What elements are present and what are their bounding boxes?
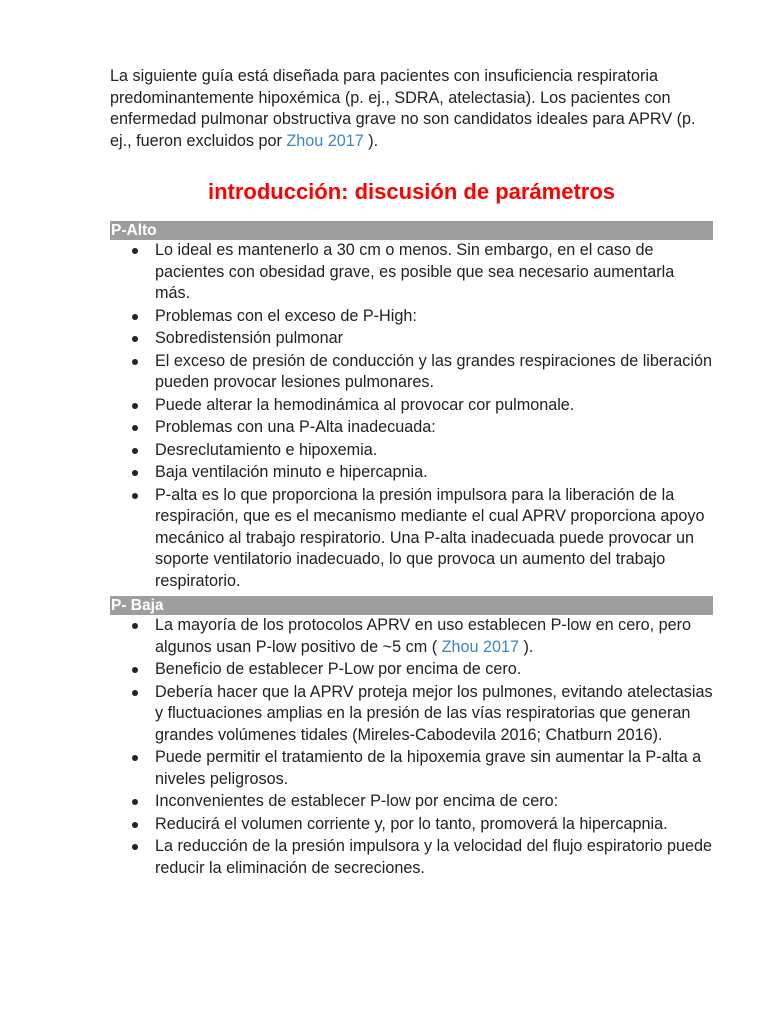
zhou-2017-link[interactable]: Zhou 2017 xyxy=(286,131,364,150)
bullet-icon xyxy=(132,248,138,254)
bullet-icon xyxy=(132,667,138,673)
bullet-icon xyxy=(132,470,138,476)
list-item: Debería hacer que la APRV proteja mejor los pulmones, evitando atelectasias y fluctuaciones amplias en la presión de las vías respiratorias que generan grandes volúmenes tidales (Mireles-Cabodevila 2016; Chatburn 2016). xyxy=(110,682,713,747)
bullet-icon xyxy=(132,844,138,850)
zhou-2017-link-2[interactable]: Zhou 2017 xyxy=(441,637,519,656)
list-item: El exceso de presión de conducción y las grandes respiraciones de liberación pueden provocar lesiones pulmonares. xyxy=(110,351,713,394)
list-item: Inconvenientes de establecer P-low por encima de cero: xyxy=(110,791,713,813)
bullet-icon xyxy=(132,403,138,409)
p-baja-list xyxy=(110,615,713,879)
list-item: La reducción de la presión impulsora y la velocidad del flujo espiratorio puede reducir la eliminación de secreciones. xyxy=(110,836,713,879)
bullet-icon xyxy=(132,799,138,805)
list-item: Reducirá el volumen corriente y, por lo tanto, promoverá la hipercapnia. xyxy=(110,814,713,836)
bullet-icon xyxy=(132,448,138,454)
bullet-icon xyxy=(132,822,138,828)
list-item: Problemas con el exceso de P-High: xyxy=(110,306,713,328)
list-item: Sobredistensión pulmonar xyxy=(110,328,713,350)
list-item: Desreclutamiento e hipoxemia. xyxy=(110,440,713,462)
document-page xyxy=(110,66,713,880)
list-item: Problemas con una P-Alta inadecuada: xyxy=(110,417,713,439)
intro-text: La siguiente guía está diseñada para pacientes con insuficiencia respiratoria predominantemente hipoxémica (p. ej., SDRA, atelectasia). Los pacientes con enfermedad pulmonar obstructiva grave no son candidatos ideales para APRV (p. ej., fueron excluidos por xyxy=(110,67,696,150)
bullet-icon xyxy=(132,336,138,342)
section-header-p-baja: P- Baja xyxy=(110,596,713,615)
bullet-icon xyxy=(132,314,138,320)
p-alto-list xyxy=(110,240,713,592)
list-item: Lo ideal es mantenerlo a 30 cm o menos. Sin embargo, en el caso de pacientes con obesidad grave, es posible que sea necesario aumentarla más. xyxy=(110,240,713,305)
bullet-icon xyxy=(132,425,138,431)
list-item: Baja ventilación minuto e hipercapnia. xyxy=(110,462,713,484)
list-item: Beneficio de establecer P-Low por encima de cero. xyxy=(110,659,713,681)
list-item: P-alta es lo que proporciona la presión impulsora para la liberación de la respiración, que es el mecanismo mediante el cual APRV proporciona apoyo mecánico al trabajo respiratorio. Una P-alta inadecuada puede provocar un soporte ventilatorio inadecuado, lo que provoca un aumento del trabajo respiratorio. xyxy=(110,485,713,593)
section-header-p-alto: P-Alto xyxy=(110,221,713,240)
intro-paragraph xyxy=(110,66,713,152)
list-item: Puede alterar la hemodinámica al provocar cor pulmonale. xyxy=(110,395,713,417)
bullet-icon xyxy=(132,493,138,499)
intro-text-end: ). xyxy=(363,131,379,150)
main-heading: introducción: discusión de parámetros xyxy=(207,179,616,204)
bullet-icon xyxy=(132,755,138,761)
bullet-icon xyxy=(132,690,138,696)
list-item: Puede permitir el tratamiento de la hipoxemia grave sin aumentar la P-alta a niveles peligrosos. xyxy=(110,747,713,790)
bullet-icon xyxy=(132,359,138,365)
bullet-icon xyxy=(132,623,138,629)
list-item: La mayoría de los protocolos APRV en uso establecen P-low en cero, pero algunos usan P-low positivo de ~5 cm ( Zhou 2017 ). xyxy=(110,615,713,658)
